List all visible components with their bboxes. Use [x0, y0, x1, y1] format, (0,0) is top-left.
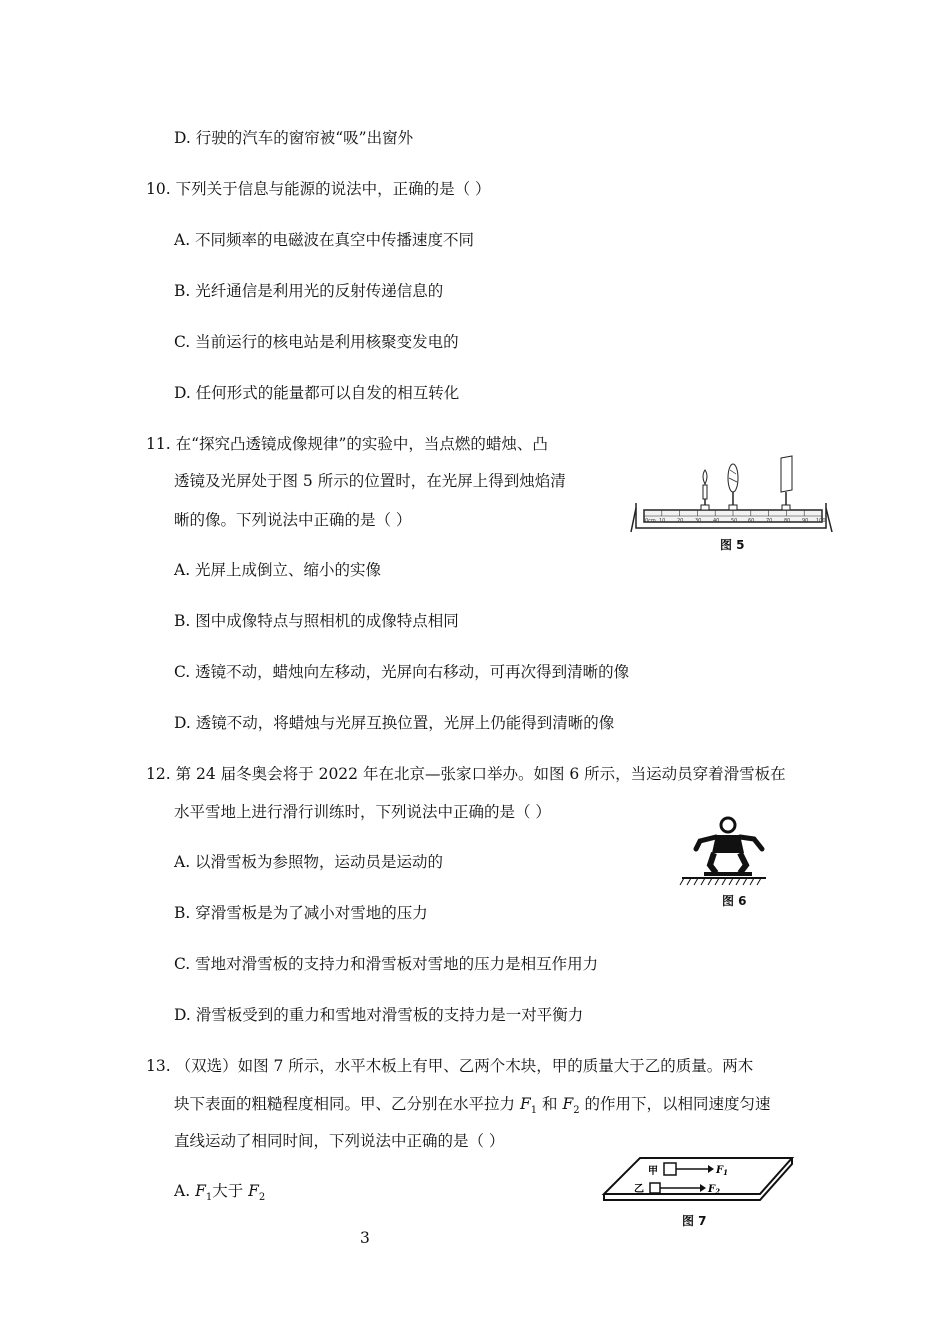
- ruler-label: 60: [748, 518, 755, 524]
- q11-stem-line1: 11. 在“探究凸透镜成像规律”的实验中，当点燃的蜡烛、凸: [146, 435, 548, 453]
- ruler-label: 10: [659, 518, 666, 524]
- figure-5-caption: 图 5: [720, 538, 745, 552]
- label-f2: $F_2$: [708, 1184, 720, 1196]
- q11-stem-line3: 晰的像。下列说法中正确的是（ ）: [174, 511, 412, 529]
- label-jia: 甲: [648, 1166, 658, 1177]
- figure-6-snowboarder: [678, 815, 768, 887]
- q11-option-a: A. 光屏上成倒立、缩小的实像: [174, 561, 382, 579]
- q12-stem-line1: 12. 第 24 届冬奥会将于 2022 年在北京—张家口举办。如图 6 所示，当运动员穿着滑雪板在: [146, 765, 786, 783]
- q9-option-d: D. 行驶的汽车的窗帘被“吸”出窗外: [174, 129, 414, 147]
- q13-stem-line2: 块下表面的粗糙程度相同。甲、乙分别在水平拉力 $F_1$ 和 $F_2$ 的作用下，以相同速度匀速: [174, 1095, 771, 1117]
- block-jia: [664, 1163, 676, 1175]
- q11-option-d: D. 透镜不动，将蜡烛与光屏互换位置，光屏上仍能得到清晰的像: [174, 714, 615, 732]
- ruler-label: 70: [766, 518, 773, 524]
- ruler-label: 20: [677, 518, 684, 524]
- q10-option-c: C. 当前运行的核电站是利用核聚变发电的: [174, 333, 459, 351]
- q12-option-c: C. 雪地对滑雪板的支持力和滑雪板对雪地的压力是相互作用力: [174, 955, 599, 973]
- q13-stem-line3: 直线运动了相同时间，下列说法中正确的是（ ）: [174, 1132, 505, 1150]
- ruler-label: 90: [802, 518, 809, 524]
- q10-stem: 10. 下列关于信息与能源的说法中，正确的是（ ）: [146, 180, 491, 198]
- snowboarder-icon: [696, 818, 762, 876]
- convex-lens-icon: [728, 464, 738, 510]
- q10-option-d: D. 任何形式的能量都可以自发的相互转化: [174, 384, 460, 402]
- q12-option-b: B. 穿滑雪板是为了减小对雪地的压力: [174, 904, 428, 922]
- q11-stem-line2: 透镜及光屏处于图 5 所示的位置时，在光屏上得到烛焰清: [174, 472, 566, 490]
- q11-option-b: B. 图中成像特点与照相机的成像特点相同: [174, 612, 459, 630]
- q11-option-c: C. 透镜不动，蜡烛向左移动，光屏向右移动，可再次得到清晰的像: [174, 663, 630, 681]
- label-f1: $F_1$: [716, 1165, 728, 1177]
- ruler-label: 40: [713, 518, 720, 524]
- light-screen-icon: [781, 456, 792, 510]
- figure-7-blocks-on-board: [600, 1150, 800, 1210]
- q12-option-d: D. 滑雪板受到的重力和雪地对滑雪板的支持力是一对平衡力: [174, 1006, 584, 1024]
- ruler-label: 80: [784, 518, 791, 524]
- q13-option-a: A. $F_1$大于 $F_2$: [174, 1182, 266, 1204]
- q10-option-a: A. 不同频率的电磁波在真空中传播速度不同: [174, 231, 475, 249]
- q13-stem-line1: 13. （双选）如图 7 所示，水平木板上有甲、乙两个木块，甲的质量大于乙的质量。两木: [146, 1057, 754, 1075]
- figure-7-caption: 图 7: [682, 1214, 707, 1228]
- q12-option-a: A. 以滑雪板为参照物，运动员是运动的: [174, 853, 444, 871]
- figure-6-caption: 图 6: [722, 894, 747, 908]
- candle-icon: [701, 470, 709, 510]
- ruler-label: 30: [695, 518, 702, 524]
- ruler-label: 0cm: [645, 518, 656, 524]
- page-number: 3: [360, 1229, 370, 1247]
- q10-option-b: B. 光纤通信是利用光的反射传递信息的: [174, 282, 444, 300]
- ruler-label: 100: [816, 518, 826, 524]
- q12-stem-line2: 水平雪地上进行滑行训练时，下列说法中正确的是（ ）: [174, 803, 551, 821]
- block-yi: [650, 1183, 660, 1193]
- ruler-label: 50: [731, 518, 738, 524]
- label-yi: 乙: [634, 1184, 644, 1195]
